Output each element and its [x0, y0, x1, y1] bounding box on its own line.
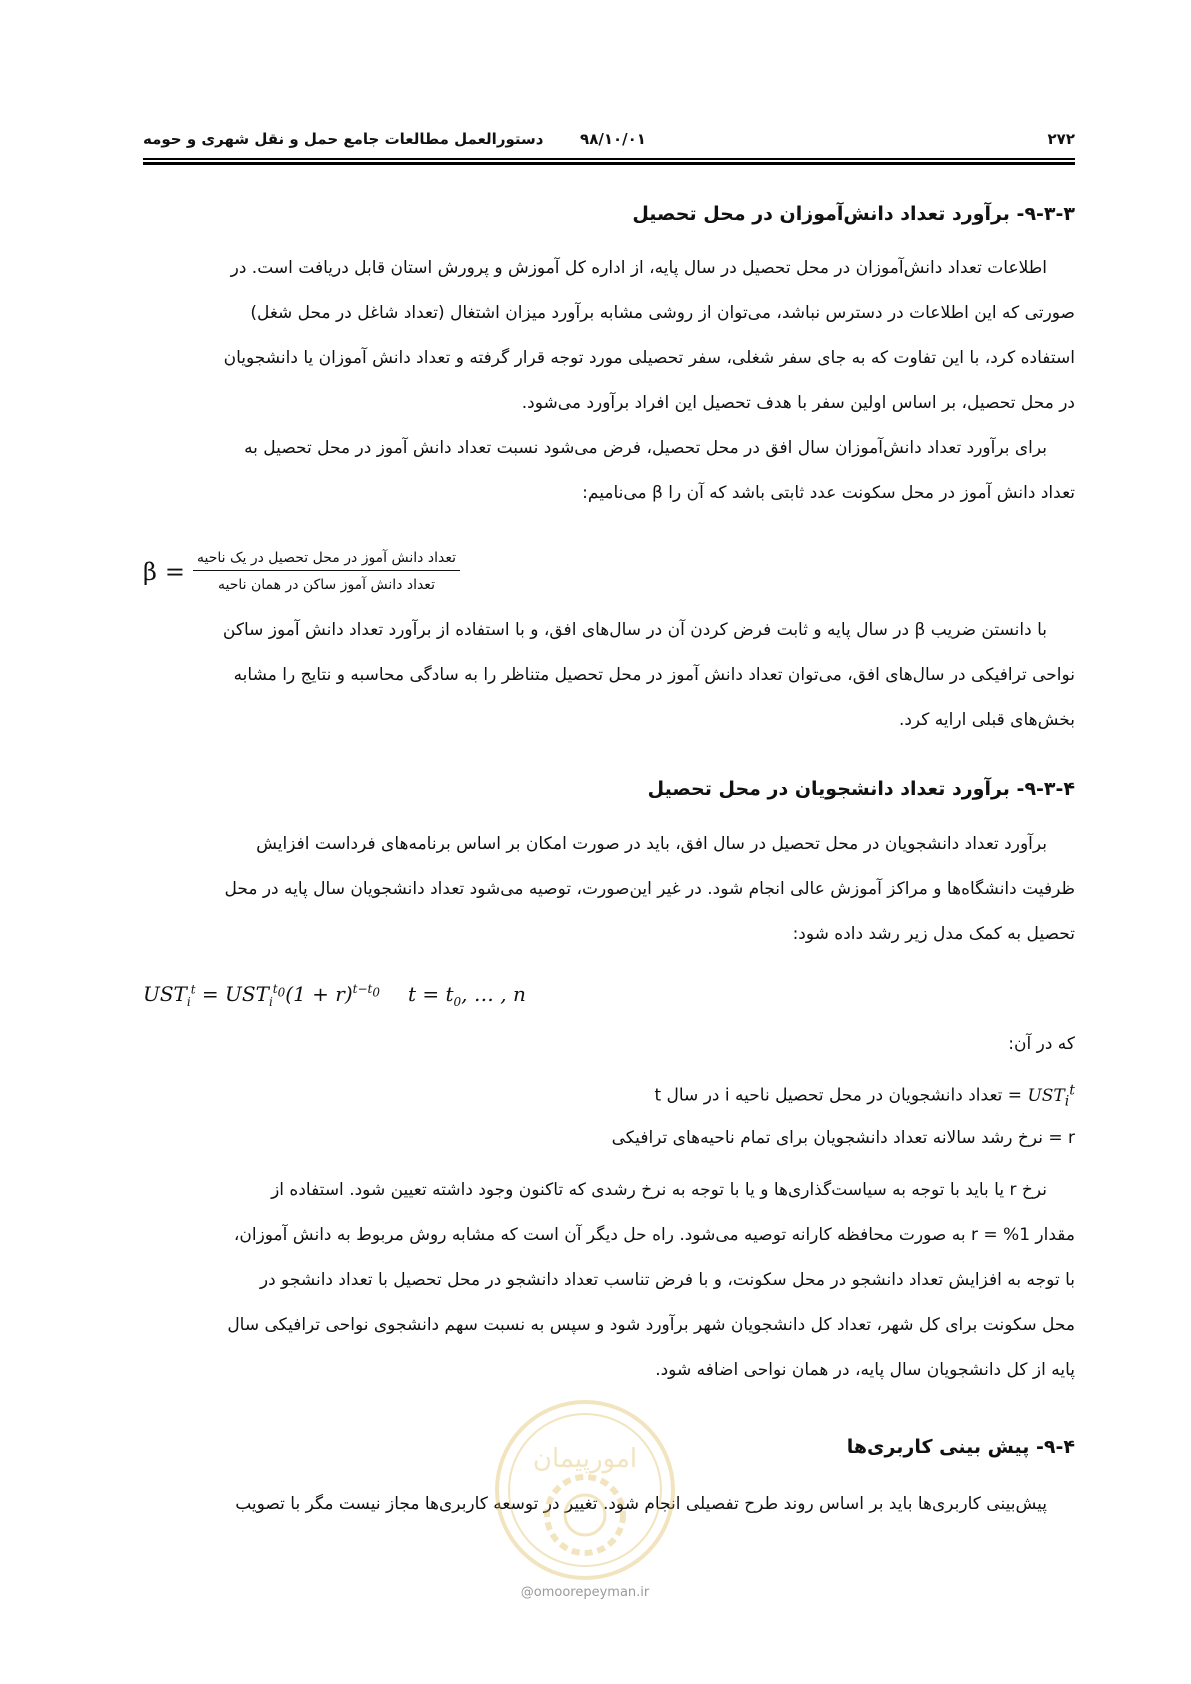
paragraph-students-2 — [143, 426, 1075, 516]
text-line: اطلاعات تعداد دانش‌آموزان در محل تحصیل در سال پایه، از اداره کل آموزش و پرورش استان قابل دریافت است. در — [230, 258, 1047, 278]
section-heading-university: ۹-۳-۴- برآورد تعداد دانشجویان در محل تحصیل — [647, 778, 1075, 800]
text-line: پایه از کل دانشجویان سال پایه، در همان نواحی اضافه شود. — [655, 1360, 1075, 1380]
beta-formula — [143, 550, 460, 593]
beta-fraction — [193, 550, 460, 593]
ust-definition-text: = تعداد دانشجویان در محل تحصیل ناحیه i در سال t — [654, 1085, 1023, 1106]
text-line: با توجه به افزایش تعداد دانشجو در محل سکونت، و با فرض تناسب تعداد دانشجو در محل تحصیل با تعداد دانشجو در — [259, 1270, 1075, 1290]
text-line: مقدار r = %1 به صورت محافظه کارانه توصیه می‌شود. راه حل دیگر آن است که مشابه روش مربوط به دانش آموزان، — [233, 1225, 1075, 1245]
text-line: نرخ r یا باید با توجه به سیاست‌گذاری‌ها و یا با توجه به نرخ رشدی که تاکنون وجود داشته تعیین شود. استفاده از — [271, 1180, 1047, 1200]
text-line: با دانستن ضریب β در سال پایه و ثابت فرض کردن آن در سال‌های افق، و با استفاده از برآورد تعداد دانش آموز ساکن — [222, 620, 1047, 640]
header-rule-thick — [143, 162, 1075, 165]
where-label: که در آن: — [1008, 1034, 1075, 1054]
text-line: برآورد تعداد دانشجویان در محل تحصیل در سال افق، باید در صورت امکان بر اساس برنامه‌های فرداست افزایش — [256, 834, 1047, 854]
ust-symbol: $UST_i^t$ — [1027, 1082, 1075, 1110]
page-header — [143, 130, 1075, 154]
paragraph-students-3 — [143, 608, 1075, 743]
section-heading-students: ۹-۳-۳- برآورد تعداد دانش‌آموزان در محل تحصیل — [632, 203, 1075, 225]
text-line: محل سکونت برای کل شهر، تعداد کل دانشجویان شهر برآورد شود و سپس به نسبت سهم دانشجوی نواحی ترافیکی سال — [227, 1315, 1075, 1335]
header-date: ۹۸/۱۰/۰۱ — [580, 130, 646, 148]
text-line: ظرفیت دانشگاه‌ها و مراکز آموزش عالی انجام شود. در غیر این‌صورت، توصیه می‌شود تعداد دانشجویان سال پایه در محل — [224, 879, 1075, 899]
watermark-logo — [490, 1395, 680, 1585]
text-line: استفاده کرد، با این تفاوت که به جای سفر شغلی، سفر تحصیلی مورد توجه قرار گرفته و تعداد دانش آموزان یا دانشجویان — [223, 348, 1075, 368]
beta-symbol: β — [143, 557, 157, 586]
equals-sign: = — [164, 557, 185, 586]
watermark-logo-text: امورپیمان — [532, 1444, 638, 1474]
text-line: تحصیل به کمک مدل زیر رشد داده شود: — [792, 924, 1075, 944]
text-line: صورتی که این اطلاعات در دسترس نباشد، می‌توان از روشی مشابه برآورد میزان اشتغال (تعداد شاغل در محل شغل) — [250, 303, 1075, 323]
watermark-url: @omoorepeyman.ir — [520, 1585, 650, 1600]
growth-formula: $UST_i^t = UST_i^{t_0}(1 + r)^{t-t_0}$ $t = t_0$, … , n — [143, 982, 526, 1009]
text-line: تعداد دانش آموز در محل سکونت عدد ثابتی باشد که آن را β می‌نامیم: — [582, 483, 1075, 503]
definition-ust — [654, 1082, 1075, 1109]
paragraph-students-1 — [143, 246, 1075, 426]
header-rule-thin — [143, 158, 1075, 160]
text-line: پیش‌بینی کاربری‌ها باید بر اساس روند طرح تفصیلی انجام شود. تغییر در توسعه کاربری‌ها مجاز نیست مگر با تصویب — [235, 1494, 1047, 1514]
paragraph-university-1 — [143, 822, 1075, 957]
paragraph-university-2 — [143, 1168, 1075, 1393]
section-heading-landuse: ۹-۴- پیش بینی کاربری‌ها — [846, 1436, 1075, 1458]
fraction-denominator: تعداد دانش آموز ساکن در همان ناحیه — [218, 577, 435, 593]
header-title: دستورالعمل مطالعات جامع حمل و نقل شهری و حومه — [143, 130, 544, 148]
text-line: در محل تحصیل، بر اساس اولین سفر با هدف تحصیل این افراد برآورد می‌شود. — [521, 393, 1075, 413]
fraction-numerator: تعداد دانش آموز در محل تحصیل در یک ناحیه — [193, 550, 460, 571]
text-line: برای برآورد تعداد دانش‌آموزان سال افق در محل تحصیل، فرض می‌شود نسبت تعداد دانش آموز در محل تحصیل به — [244, 438, 1047, 458]
page-number: ۲۷۲ — [1047, 130, 1075, 148]
definition-r: r = نرخ رشد سالانه تعداد دانشجویان برای تمام ناحیه‌های ترافیکی — [611, 1128, 1075, 1148]
text-line: نواحی ترافیکی در سال‌های افق، می‌توان تعداد دانش آموز در محل تحصیل متناظر را به سادگی محاسبه و نتایج را مشابه — [233, 665, 1075, 685]
text-line: بخش‌های قبلی ارایه کرد. — [898, 710, 1075, 730]
